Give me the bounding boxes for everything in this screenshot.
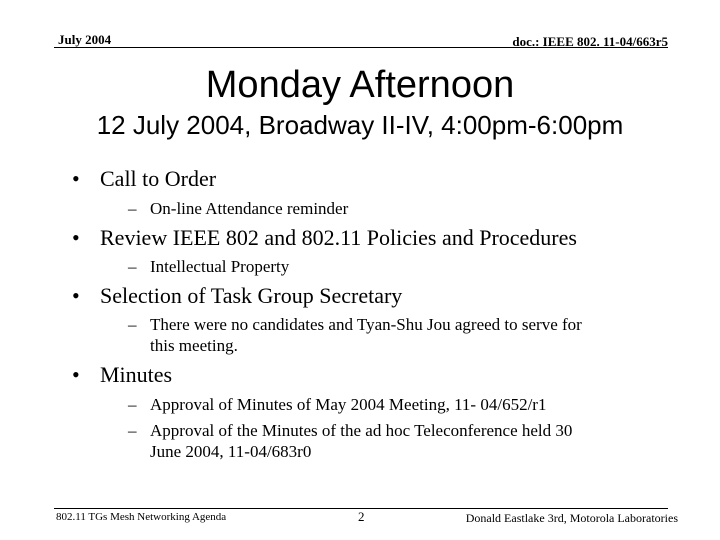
sub-item-text-line2: June 2004, 11-04/683r0: [150, 442, 312, 461]
sub-item-text-line1: There were no candidates and Tyan-Shu Jou agreed to serve for: [150, 315, 582, 334]
bullet-minutes: [72, 362, 172, 388]
sub-item-ip: [128, 256, 289, 277]
bullet-secretary: [72, 283, 402, 309]
bullet-glyph: •: [72, 166, 80, 191]
header-rule: [54, 47, 668, 48]
sub-item-text-line1: Approval of the Minutes of the ad hoc Teleconference held 30: [150, 421, 573, 440]
bullet-review-policies: [72, 225, 577, 251]
sub-item-may-minutes: [128, 394, 546, 415]
sub-item-text: Intellectual Property: [150, 257, 290, 276]
slide-subtitle: 12 July 2004, Broadway II-IV, 4:00pm-6:00pm: [96, 110, 624, 140]
bullet-glyph: •: [72, 362, 80, 387]
sub-item-attendance: [128, 198, 348, 219]
footer-agenda-title: 802.11 TGs Mesh Networking Agenda: [56, 511, 227, 523]
bullet-text: Review IEEE 802 and 802.11 Policies and Procedures: [100, 225, 577, 250]
bullet-glyph: •: [72, 283, 80, 308]
bullet-glyph: •: [72, 225, 80, 250]
sub-item-text: On-line Attendance reminder: [150, 199, 349, 218]
bullet-text: Selection of Task Group Secretary: [100, 283, 403, 308]
sub-item-text: Approval of Minutes of May 2004 Meeting, 11- 04/652/r1: [150, 395, 547, 414]
footer-author: Donald Eastlake 3rd, Motorola Laboratories: [465, 511, 678, 525]
sub-item-teleconference-minutes: [128, 420, 648, 462]
bullet-text: Call to Order: [100, 166, 217, 191]
footer-page-number: 2: [358, 509, 365, 524]
sub-item-secretary-note: [128, 314, 648, 356]
dash-glyph: –: [128, 315, 137, 334]
dash-glyph: –: [128, 257, 137, 276]
slide-title: Monday Afternoon: [205, 64, 515, 106]
header-doc-id: doc.: IEEE 802. 11-04/663r5: [512, 34, 668, 49]
dash-glyph: –: [128, 395, 137, 414]
dash-glyph: –: [128, 199, 137, 218]
dash-glyph: –: [128, 421, 137, 440]
bullet-text: Minutes: [100, 362, 173, 387]
bullet-call-to-order: [72, 166, 216, 192]
header-date: July 2004: [58, 32, 112, 47]
sub-item-text-line2: this meeting.: [150, 336, 238, 355]
